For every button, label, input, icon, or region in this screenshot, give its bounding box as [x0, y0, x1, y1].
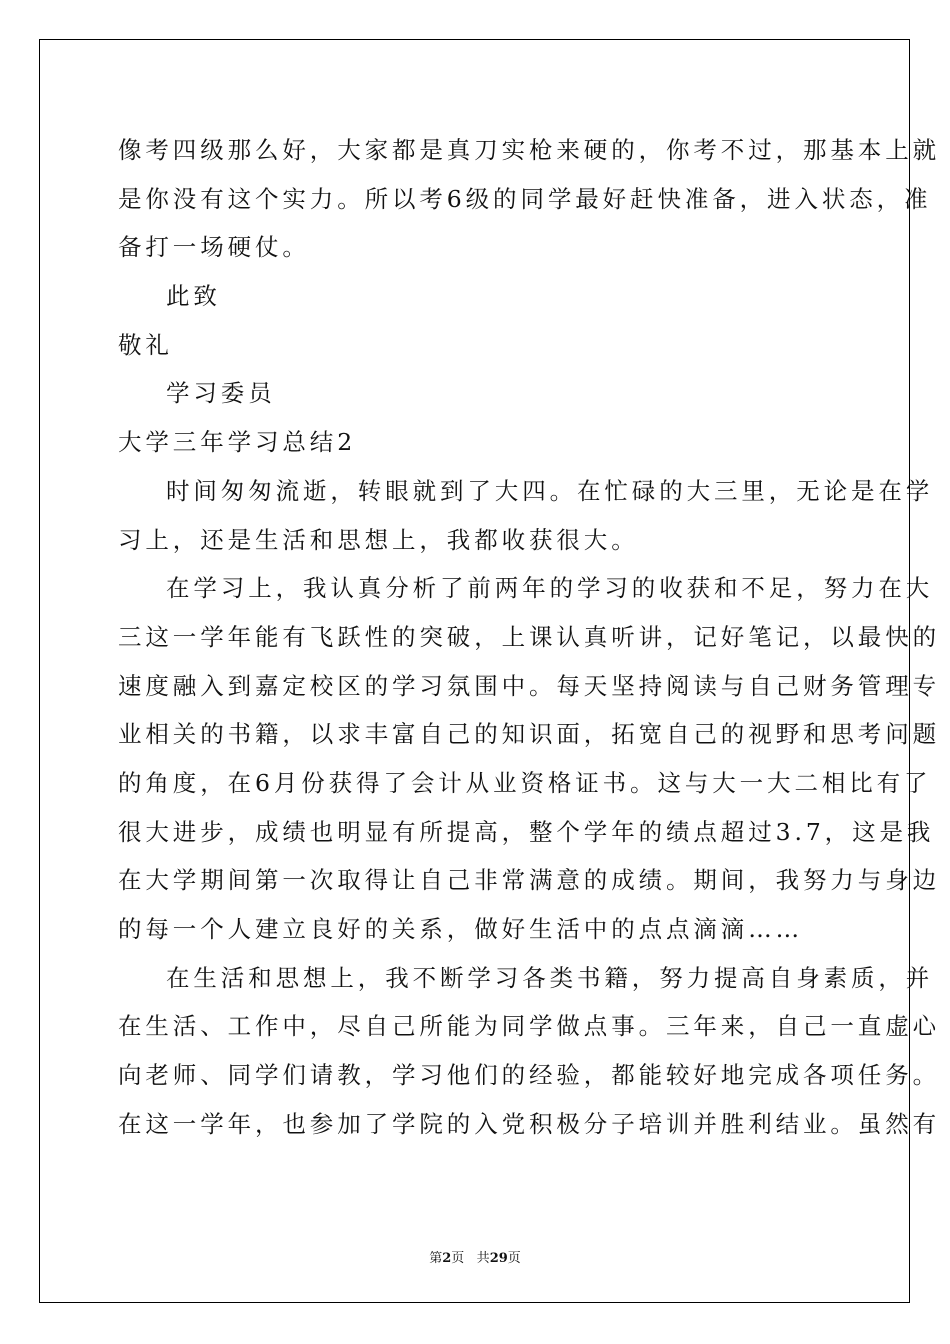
page-number: 2: [442, 1251, 452, 1266]
closing-regards: 敬礼: [118, 330, 173, 359]
text-line: 的角度，在6月份获得了会计从业资格证书。这与大一大二相比有了: [118, 768, 932, 797]
section-heading: 大学三年学习总结2: [118, 428, 357, 457]
text-line: 备打一场硬仗。: [118, 233, 310, 262]
page-suffix: 页: [451, 1251, 465, 1266]
text-line: 是你没有这个实力。所以考6级的同学最好赶快准备，进入状态，准: [118, 184, 932, 213]
page-prefix: 第: [429, 1251, 443, 1266]
text-line: 习上，还是生活和思想上，我都收获很大。: [118, 525, 639, 554]
closing-salutation: 此致: [166, 282, 221, 311]
text-line: 三这一学年能有飞跃性的突破，上课认真听讲，记好笔记，以最快的: [118, 622, 940, 651]
text-line: 在生活、工作中，尽自己所能为同学做点事。三年来，自己一直虚心: [118, 1012, 940, 1041]
text-line: 速度融入到嘉定校区的学习氛围中。每天坚持阅读与自己财务管理专: [118, 671, 940, 700]
total-pages: 29: [489, 1251, 508, 1266]
text-line: 像考四级那么好，大家都是真刀实枪来硬的，你考不过，那基本上就: [118, 136, 940, 164]
text-line: 在学习上，我认真分析了前两年的学习的收获和不足，努力在大: [166, 574, 934, 603]
text-line: 很大进步，成绩也明显有所提高，整个学年的绩点超过3.7，这是我: [118, 817, 935, 846]
text-line: 业相关的书籍，以求丰富自己的知识面，拓宽自己的视野和思考问题: [118, 720, 940, 749]
text-line: 时间匆匆流逝，转眼就到了大四。在忙碌的大三里，无论是在学: [166, 476, 934, 505]
total-suffix: 页: [507, 1251, 521, 1266]
total-prefix: 共: [476, 1251, 490, 1266]
text-line: 在这一学年，也参加了学院的入党积极分子培训并胜利结业。虽然有: [118, 1109, 940, 1138]
text-line: 在大学期间第一次取得让自己非常满意的成绩。期间，我努力与身边: [118, 866, 940, 895]
text-line: 向老师、同学们请教，学习他们的经验，都能较好地完成各项任务。: [118, 1061, 940, 1090]
document-body: [118, 126, 940, 1148]
text-line: 的每一个人建立良好的关系，做好生活中的点点滴滴……: [118, 915, 803, 943]
signature: 学习委员: [166, 379, 276, 408]
page-footer: [0, 1247, 950, 1266]
text-line: 在生活和思想上，我不断学习各类书籍，努力提高自身素质，并: [166, 963, 934, 992]
